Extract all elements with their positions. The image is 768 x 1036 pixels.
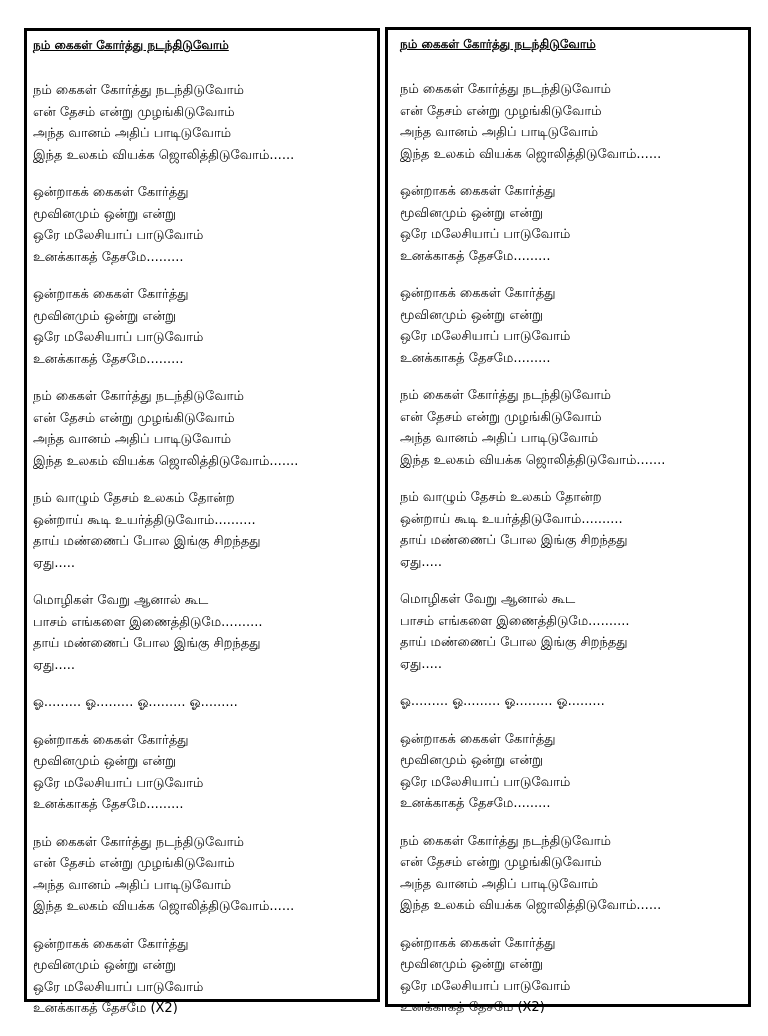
lyric-line: ஒரே மலேசியாப் பாடுவோம் <box>400 978 571 994</box>
song-title: நம் கைகள் கோர்த்து நடந்திடுவோம் <box>33 38 229 52</box>
lyric-line: உனக்காகத் தேசமே......... <box>400 248 551 264</box>
lyric-line: அந்த வானம் அதிப் பாடிடுவோம் <box>400 125 599 140</box>
lyric-line: ஒரே மலேசியாப் பாடுவோம் <box>33 228 204 243</box>
lyric-line: இந்த உலகம் வியக்க ஜொலித்திடுவோம்....... <box>400 452 666 468</box>
verse <box>33 692 298 714</box>
lyric-line: அந்த வானம் அதிப் பாடிடுவோம் <box>33 877 232 893</box>
verse <box>33 730 298 816</box>
lyric-line: இந்த உலகம் வியக்க ஜொலித்திடுவோம்...... <box>33 899 295 914</box>
lyric-line: என் தேசம் என்று முழங்கிடுவோம் <box>400 409 602 425</box>
lyric-line: ஓ......... ஓ......... ஓ......... ஓ......... <box>33 695 238 710</box>
lyric-line: ஒன்றாகக் கைகள் கோர்த்து <box>33 732 189 748</box>
lyric-line: நம் கைகள் கோர்த்து நடந்திடுவோம் <box>400 833 611 849</box>
verse <box>33 386 298 472</box>
verse <box>400 933 665 1019</box>
lyric-line: மூவினமும் ஒன்று என்று <box>33 206 176 222</box>
verse <box>400 691 665 713</box>
lyric-line: ஒன்றாகக் கைகள் கோர்த்து <box>33 287 189 302</box>
lyric-line: தாய் மண்ணைப் போல இங்கு சிறந்தது <box>400 635 628 650</box>
lyric-line: மொழிகள் வேறு ஆனால் கூட <box>400 592 576 607</box>
lyric-line: அந்த வானம் அதிப் பாடிடுவோம் <box>33 432 232 447</box>
lyric-line: நம் கைகள் கோர்த்து நடந்திடுவோம் <box>33 834 244 850</box>
lyric-line: நம் கைகள் கோர்த்து நடந்திடுவோம் <box>33 83 244 98</box>
verse <box>33 934 298 1020</box>
lyric-line: இந்த உலகம் வியக்க ஜொலித்திடுவோம்...... <box>33 147 295 163</box>
verse <box>400 283 665 369</box>
verse <box>33 590 298 676</box>
lyric-line: இந்த உலகம் வியக்க ஜொலித்திடுவோம்...... <box>400 898 662 913</box>
verse-list <box>33 80 298 1036</box>
lyric-line: நம் கைகள் கோர்த்து நடந்திடுவோம் <box>400 388 611 403</box>
lyric-line: ஒரே மலேசியாப் பாடுவோம் <box>400 329 571 344</box>
lyric-line: ஒரே மலேசியாப் பாடுவோம் <box>400 227 571 242</box>
lyric-line: என் தேசம் என்று முழங்கிடுவோம் <box>400 855 602 870</box>
lyric-line: ஏது..... <box>33 555 76 571</box>
lyric-line: அந்த வானம் அதிப் பாடிடுவோம் <box>400 431 599 446</box>
verse-list <box>400 79 665 1035</box>
lyric-line: உனக்காகத் தேசமே......... <box>33 351 184 367</box>
verse <box>400 729 665 815</box>
lyric-line: ஒரே மலேசியாப் பாடுவோம் <box>33 775 204 791</box>
lyric-line: உனக்காகத் தேசமே (X2) <box>33 1001 178 1016</box>
lyric-line: இந்த உலகம் வியக்க ஜொலித்திடுவோம்....... <box>33 453 299 469</box>
verse <box>400 589 665 675</box>
lyric-line: ஒன்றாகக் கைகள் கோர்த்து <box>33 185 189 200</box>
lyric-line: நம் கைகள் கோர்த்து நடந்திடுவோம் <box>33 389 244 404</box>
verse <box>400 79 665 165</box>
lyric-line: ஒன்றாகக் கைகள் கோர்த்து <box>33 936 189 952</box>
lyric-line: நம் கைகள் கோர்த்து நடந்திடுவோம் <box>400 82 611 97</box>
lyric-line: உனக்காகத் தேசமே......... <box>33 797 184 812</box>
lyric-line: தாய் மண்ணைப் போல இங்கு சிறந்தது <box>33 636 261 651</box>
lyric-line: ஒரே மலேசியாப் பாடுவோம் <box>33 979 204 995</box>
song-title: நம் கைகள் கோர்த்து நடந்திடுவோம் <box>400 37 596 51</box>
lyric-line: மூவினமும் ஒன்று என்று <box>33 754 176 769</box>
lyric-line: இந்த உலகம் வியக்க ஜொலித்திடுவோம்...... <box>400 146 662 162</box>
lyric-line: ஓ......... ஓ......... ஓ......... ஓ......... <box>400 694 605 709</box>
lyric-line: ஏது..... <box>33 657 76 673</box>
verse <box>400 385 665 471</box>
verse <box>33 80 298 166</box>
lyrics-panel-left <box>24 28 380 1016</box>
lyric-line: தாய் மண்ணைப் போல இங்கு சிறந்தது <box>33 534 261 549</box>
lyric-line: பாசம் எங்களை இணைத்திடுமே.......... <box>33 614 263 630</box>
lyric-line: அந்த வானம் அதிப் பாடிடுவோம் <box>400 876 599 892</box>
lyric-line: தாய் மண்ணைப் போல இங்கு சிறந்தது <box>400 533 628 548</box>
lyric-line: மூவினமும் ஒன்று என்று <box>33 958 176 973</box>
lyric-line: ஒரே மலேசியாப் பாடுவோம் <box>400 774 571 790</box>
lyric-line: ஒன்றாய் கூடி உயர்த்திடுவோம்.......... <box>33 512 256 528</box>
verse <box>400 831 665 917</box>
lyric-line: ஒன்றாகக் கைகள் கோர்த்து <box>400 286 556 301</box>
lyric-line: என் தேசம் என்று முழங்கிடுவோம் <box>400 103 602 119</box>
lyric-line: உனக்காகத் தேசமே......... <box>400 796 551 811</box>
verse <box>400 487 665 573</box>
lyric-line: ஏது..... <box>400 554 443 570</box>
lyric-line: உனக்காகத் தேசமே (X2) <box>400 1000 545 1015</box>
lyric-line: நம் வாழும் தேசம் உலகம் தோன்ற <box>400 490 602 505</box>
lyric-line: ஏது..... <box>400 656 443 672</box>
lyric-line: பாசம் எங்களை இணைத்திடுமே.......... <box>400 613 630 629</box>
lyrics-panel-right <box>385 27 751 1015</box>
lyric-line: அந்த வானம் அதிப் பாடிடுவோம் <box>33 126 232 141</box>
lyric-line: ஒரே மலேசியாப் பாடுவோம் <box>33 330 204 345</box>
verse <box>33 182 298 268</box>
lyric-line: உனக்காகத் தேசமே......... <box>400 350 551 366</box>
lyric-line: மூவினமும் ஒன்று என்று <box>33 308 176 324</box>
lyric-line: என் தேசம் என்று முழங்கிடுவோம் <box>33 856 235 871</box>
verse <box>33 488 298 574</box>
lyric-line: உனக்காகத் தேசமே......... <box>33 249 184 265</box>
lyric-line: ஒன்றாகக் கைகள் கோர்த்து <box>400 184 556 199</box>
verse <box>33 284 298 370</box>
lyric-line: ஒன்றாய் கூடி உயர்த்திடுவோம்.......... <box>400 511 623 527</box>
lyric-line: என் தேசம் என்று முழங்கிடுவோம் <box>33 104 235 120</box>
lyric-line: நம் வாழும் தேசம் உலகம் தோன்ற <box>33 491 235 506</box>
verse <box>33 832 298 918</box>
lyric-line: மூவினமும் ஒன்று என்று <box>400 205 543 221</box>
lyric-line: ஒன்றாகக் கைகள் கோர்த்து <box>400 935 556 951</box>
lyric-line: மூவினமும் ஒன்று என்று <box>400 753 543 768</box>
lyric-line: மூவினமும் ஒன்று என்று <box>400 957 543 972</box>
lyric-line: மொழிகள் வேறு ஆனால் கூட <box>33 593 209 608</box>
lyric-line: என் தேசம் என்று முழங்கிடுவோம் <box>33 410 235 426</box>
lyric-line: ஒன்றாகக் கைகள் கோர்த்து <box>400 731 556 747</box>
lyric-line: மூவினமும் ஒன்று என்று <box>400 307 543 323</box>
verse <box>400 181 665 267</box>
